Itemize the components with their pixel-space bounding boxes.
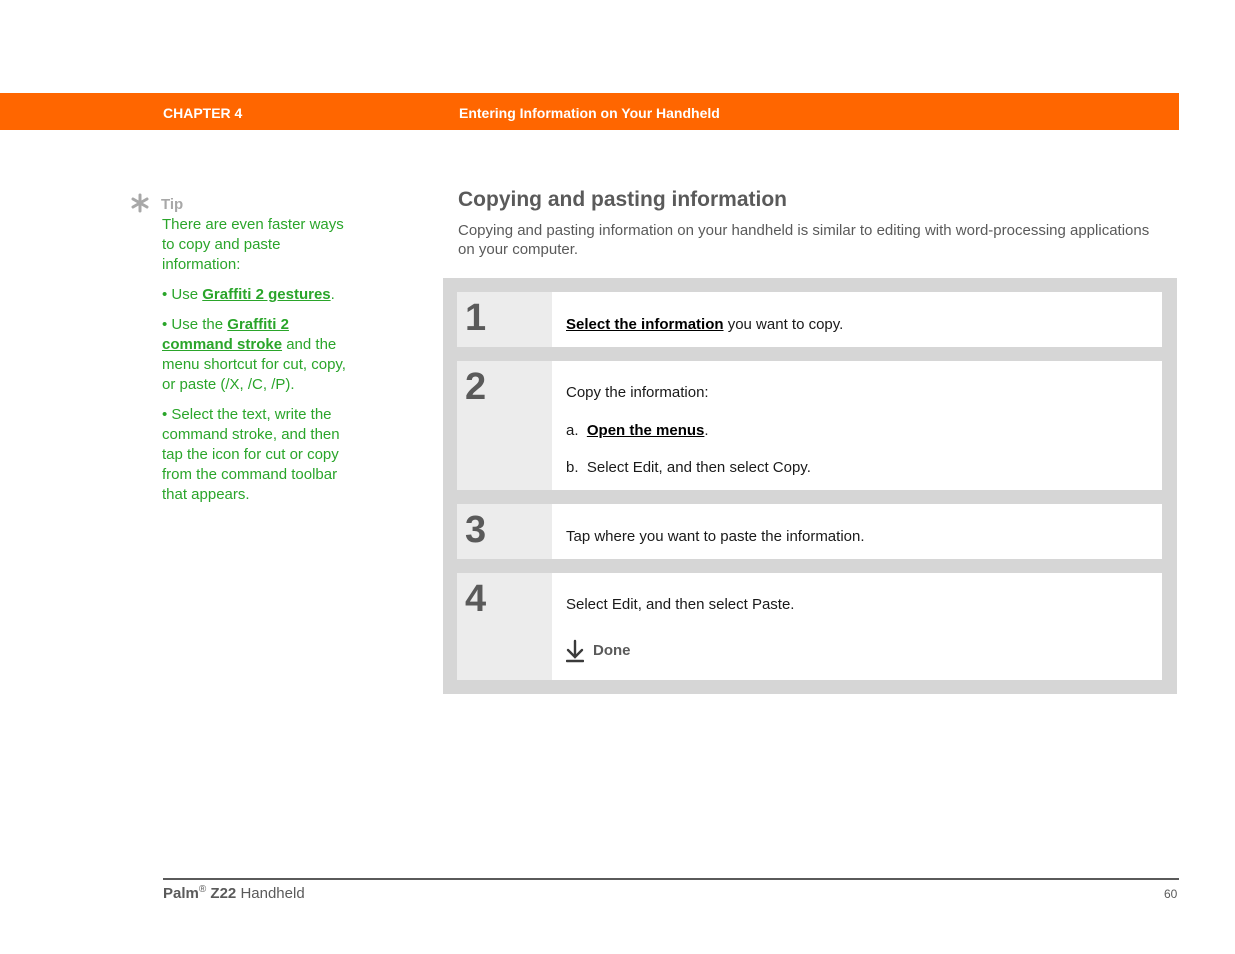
sub-a-prefix: a. <box>566 422 587 439</box>
tip-title: Tip <box>161 196 184 213</box>
step-number-cell <box>457 573 552 680</box>
step-1-text <box>566 316 843 333</box>
step-number: 4 <box>465 578 487 620</box>
tip-body <box>162 215 360 515</box>
sub-a-suffix: . <box>704 422 709 439</box>
step-number: 3 <box>465 509 487 551</box>
done-arrow-icon <box>566 639 584 667</box>
step-number-cell <box>457 292 552 347</box>
step-3 <box>457 504 1162 559</box>
step-2 <box>457 361 1162 490</box>
tip-bullet-1-suffix: . <box>330 286 335 303</box>
tip-bullet-2-suffix: and the menu shortcut for cut, copy, or paste (/X, /C, /P). <box>162 336 346 393</box>
select-information-link[interactable]: Select the information <box>566 316 724 333</box>
step-3-text: Tap where you want to paste the information. <box>566 528 865 545</box>
step-2-sub-b: b. Select Edit, and then select Copy. <box>566 459 811 476</box>
done-label: Done <box>593 642 631 659</box>
graffiti-gestures-link[interactable]: Graffiti 2 gestures <box>202 286 331 303</box>
registered-mark: ® <box>198 884 207 895</box>
tip-bullet-1 <box>162 285 360 305</box>
step-number: 1 <box>465 297 487 339</box>
section-heading: Copying and pasting information <box>458 188 787 211</box>
brand-name: Palm <box>163 885 199 902</box>
chapter-title: Entering Information on Your Handheld <box>459 105 720 121</box>
step-4-text: Select Edit, and then select Paste. <box>566 596 795 613</box>
step-number-cell <box>457 504 552 559</box>
tip-intro: There are even faster ways to copy and paste information: <box>162 216 344 273</box>
tip-bullet-2-prefix: • Use the <box>162 316 228 333</box>
step-1-suffix: you want to copy. <box>723 316 844 333</box>
footer-brand <box>163 884 305 902</box>
tip-bullet-1-prefix: • Use <box>162 286 203 303</box>
step-number-cell <box>457 361 552 490</box>
tip-bullet-2 <box>162 315 360 395</box>
product-name: Handheld <box>240 885 305 902</box>
step-1 <box>457 292 1162 347</box>
model-name: Z22 <box>210 885 237 902</box>
section-intro: Copying and pasting information on your handheld is similar to editing with word-processing applications on your computer. <box>458 222 1150 258</box>
step-4 <box>457 573 1162 680</box>
steps-panel <box>443 278 1177 694</box>
tip-bullet-3: • Select the text, write the command stroke, and then tap the icon for cut or copy from the command toolbar that appears. <box>162 406 340 503</box>
chapter-header-bar <box>0 93 1179 130</box>
graffiti-command-stroke-link[interactable]: Graffiti 2 command stroke <box>162 316 289 353</box>
open-menus-link[interactable]: Open the menus <box>586 422 705 439</box>
step-2-text: Copy the information: <box>566 384 709 401</box>
step-2-sub-a <box>566 422 709 439</box>
footer-rule <box>163 878 1179 880</box>
asterisk-icon <box>130 193 150 217</box>
chapter-label: CHAPTER 4 <box>163 105 243 121</box>
page-number: 60 <box>1164 887 1178 901</box>
step-number: 2 <box>465 366 487 408</box>
